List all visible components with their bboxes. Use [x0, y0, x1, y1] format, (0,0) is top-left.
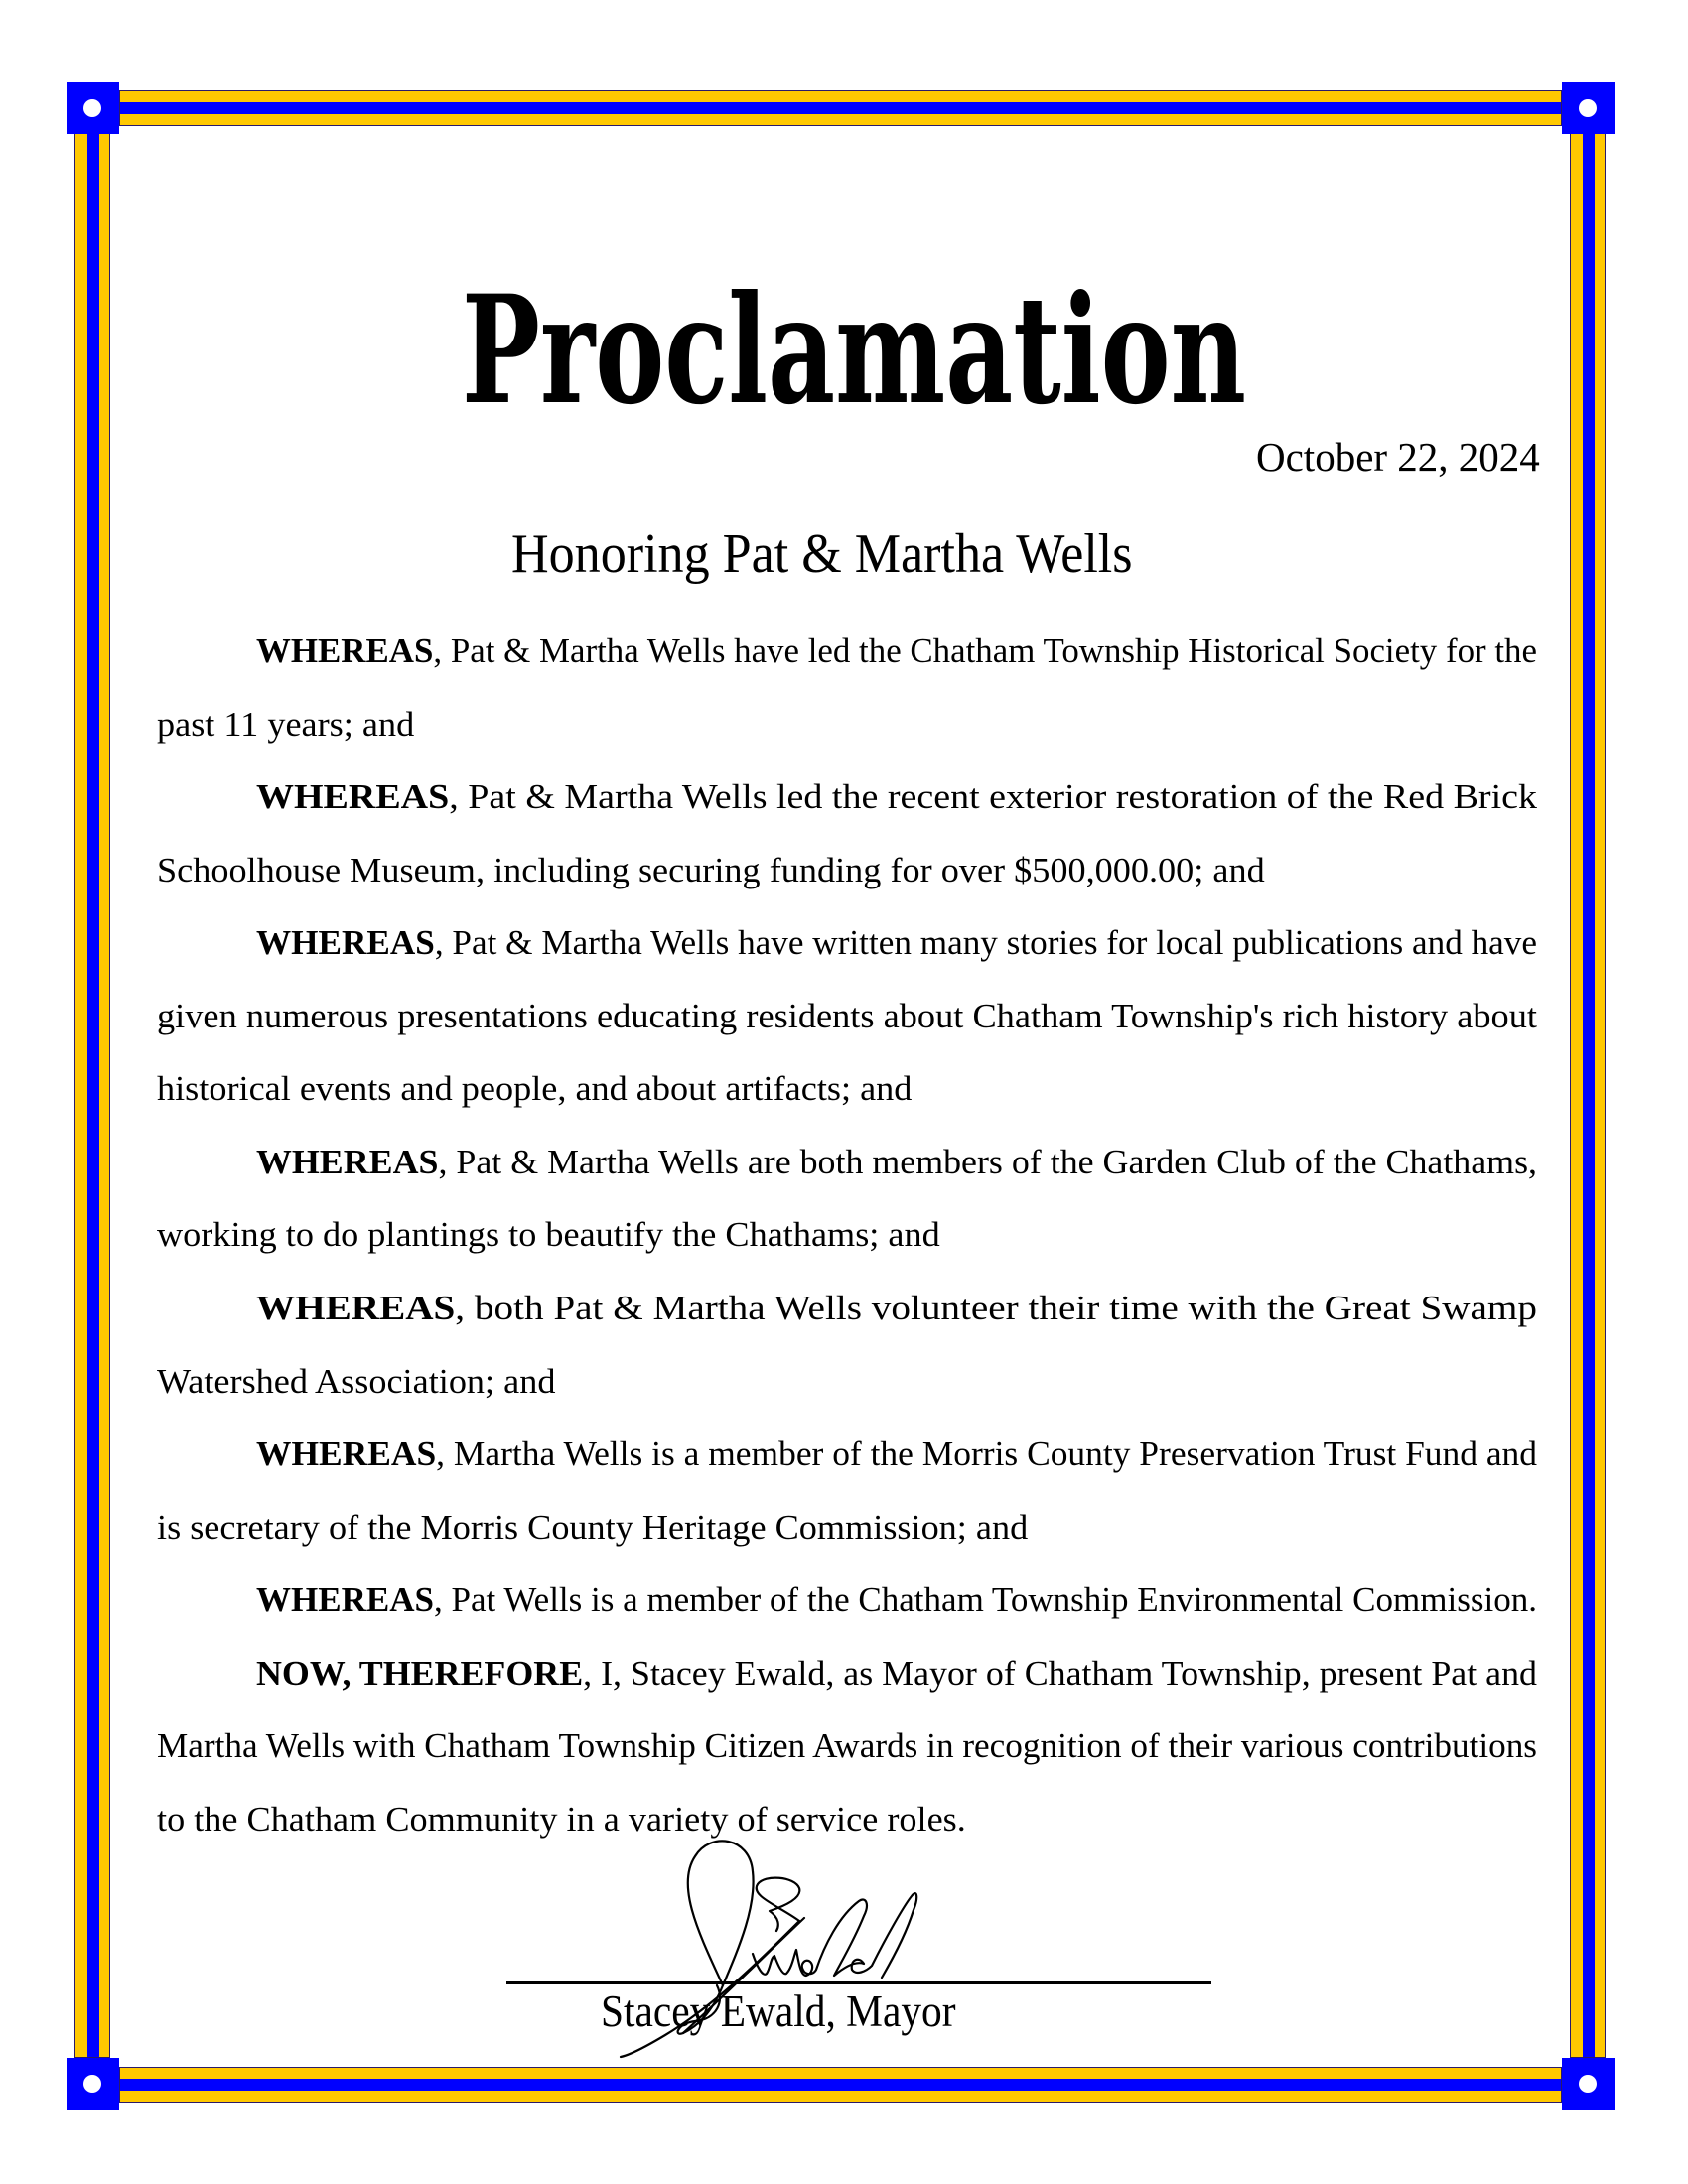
paragraph-line-text: , Pat & Martha Wells are both members of the Garden Club of the Chathams, — [438, 1142, 1538, 1181]
border-bottom — [119, 2067, 1562, 2103]
border-left — [74, 133, 110, 2058]
paragraph-line-text: Schoolhouse Museum, including securing funding for over $500,000.00; and — [157, 850, 1265, 889]
signature-line — [506, 1981, 1211, 1984]
paragraph-first-line — [256, 923, 1537, 963]
border-corner-bottom-left — [67, 2058, 119, 2110]
paragraph-line-text: , Martha Wells is a member of the Morris County Preservation Trust Fund and — [436, 1434, 1537, 1474]
border-corner-bottom-right — [1562, 2058, 1615, 2110]
proclamation-subtitle: Honoring Pat & Martha Wells — [511, 523, 1133, 585]
signer-caption: Stacey Ewald, Mayor — [601, 1986, 956, 2036]
border-right — [1570, 133, 1606, 2058]
paragraph-line — [157, 1361, 556, 1401]
paragraph-lead-word: WHEREAS — [256, 1434, 437, 1474]
paragraph-lead-word: WHEREAS — [256, 1580, 435, 1620]
paragraph-line — [157, 996, 1537, 1035]
paragraph-line-text: , Pat & Martha Wells led the recent exterior restoration of the Red Brick — [449, 777, 1538, 817]
title-text: Proclamation — [462, 263, 1246, 438]
paragraph-line-text: past 11 years; and — [157, 704, 415, 744]
paragraph-lead-word: WHEREAS — [256, 777, 450, 817]
paragraph-line-text: Martha Wells with Chatham Township Citizen Awards in recognition of their various contributions — [157, 1726, 1537, 1766]
paragraph-first-line — [256, 633, 1537, 668]
paragraph-line — [157, 704, 415, 744]
paragraph-lead-word: WHEREAS — [256, 1142, 439, 1181]
paragraph-line-text: Watershed Association; and — [157, 1361, 556, 1401]
paragraph-line — [157, 850, 1265, 889]
paragraph-line — [157, 1215, 940, 1255]
paragraph-line-text: historical events and people, and about artifacts; and — [157, 1069, 913, 1109]
paragraph-first-line — [256, 1142, 1538, 1181]
border-top — [119, 90, 1562, 126]
paragraph-lead-word: NOW, THEREFORE — [256, 1653, 584, 1693]
border-corner-top-left — [67, 82, 119, 134]
paragraph-line-text: is secretary of the Morris County Heritage Commission; and — [157, 1507, 1029, 1547]
paragraph-line — [157, 1069, 913, 1109]
paragraph-line-text: , Pat & Martha Wells have led the Chatham Township Historical Society for the — [433, 631, 1538, 670]
paragraph-first-line — [256, 1289, 1537, 1328]
paragraph-line-text: to the Chatham Community in a variety of service roles. — [157, 1799, 966, 1839]
paragraph-line-text: working to do plantings to beautify the Chathams; and — [157, 1215, 940, 1255]
paragraph-line-text: , I, Stacey Ewald, as Mayor of Chatham Township, present Pat and — [583, 1653, 1537, 1693]
paragraph-first-line — [256, 1580, 1538, 1620]
paragraph-first-line — [256, 1653, 1537, 1693]
paragraph-lead-word: WHEREAS — [256, 923, 435, 963]
paragraph-line — [157, 1726, 1537, 1766]
paragraph-first-line — [256, 777, 1538, 817]
paragraph-first-line — [256, 1434, 1537, 1474]
paragraph-line-text: , Pat Wells is a member of the Chatham Township Environmental Commission. — [434, 1580, 1538, 1620]
paragraph-lead-word: WHEREAS — [256, 1289, 456, 1328]
paragraph-lead-word: WHEREAS — [256, 631, 434, 670]
paragraph-line-text: given numerous presentations educating residents about Chatham Township's rich history about — [157, 996, 1537, 1035]
paragraph-line-text: , Pat & Martha Wells have written many stories for local publications and have — [434, 923, 1537, 963]
signature-stroke-e — [757, 1878, 800, 1931]
paragraph-line — [157, 1507, 1029, 1547]
proclamation-date: October 22, 2024 — [1256, 434, 1540, 479]
border-corner-top-right — [1562, 82, 1615, 134]
paragraph-line-text: , both Pat & Martha Wells volunteer their time with the Great Swamp — [455, 1289, 1537, 1328]
proclamation-title — [457, 246, 1251, 445]
